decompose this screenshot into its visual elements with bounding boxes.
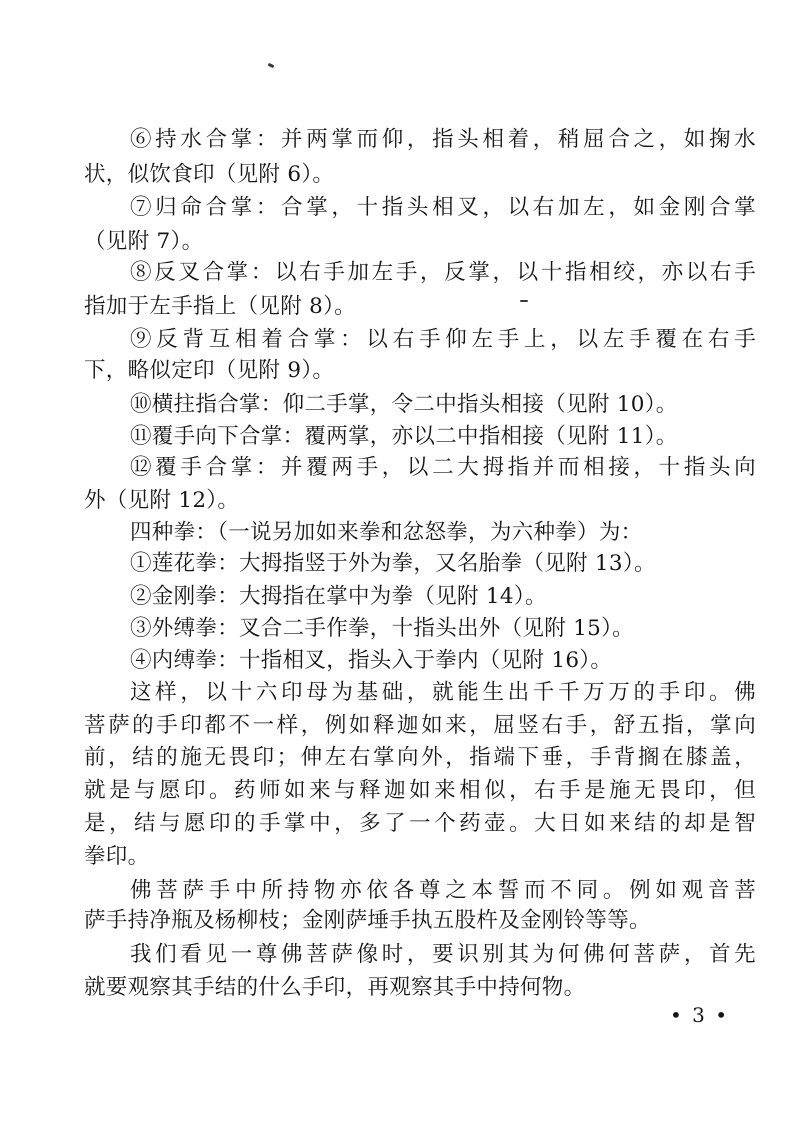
text-line: ⑦归命合掌：合掌，十指头相叉，以右加左，如金刚合掌 <box>130 195 756 220</box>
text-line: 萨手持净瓶及杨柳枝；金刚萨埵手执五股杵及金刚铃等等。 <box>84 908 651 933</box>
text-line: ⑩横拄指合掌：仰二手掌，令二中指头相接（见附 10）。 <box>130 392 678 417</box>
text-line: 外（见附 12）。 <box>84 488 240 513</box>
page-number: • 3 • <box>670 1003 730 1027</box>
text-line: 下，略似定印（见附 9）。 <box>84 358 335 383</box>
text-line: 菩萨的手印都不一样，例如释迦如来，屈竖右手，舒五指，掌向 <box>84 713 756 738</box>
text-line: 是，结与愿印的手掌中，多了一个药壶。大日如来结的却是智 <box>84 811 756 836</box>
text-line: ②金刚拳：大拇指在掌中为拳（见附 14）。 <box>130 584 547 609</box>
text-line: 状，似饮食印（见附 6）。 <box>84 162 335 187</box>
text-line: 佛菩萨手中所持物亦依各尊之本誓而不同。例如观音菩 <box>130 878 756 903</box>
text-line: ⑫覆手合掌：并覆两手，以二大拇指并而相接，十指头向 <box>130 455 756 480</box>
text-line: 四种拳：（一说另加如来拳和忿怒拳，为六种拳）为： <box>130 520 643 545</box>
text-line: （见附 7）。 <box>84 229 204 254</box>
text-line: ④内缚拳：十指相叉，指头入于拳内（见附 16）。 <box>130 648 613 673</box>
text-line: ⑧反叉合掌：以右手加左手，反掌，以十指相绞，亦以右手 <box>130 260 756 285</box>
text-line: 我们看见一尊佛菩萨像时，要识别其为何佛何菩萨，首先 <box>130 942 756 967</box>
text-line: ⑪覆手向下合掌：覆两掌，亦以二中指相接（见附 11）。 <box>130 424 678 449</box>
text-line: ⑨反背互相着合掌：以右手仰左手上，以左手覆在右手 <box>130 327 756 352</box>
text-line: 就要观察其手结的什么手印，再观察其手中持何物。 <box>84 975 586 1000</box>
text-line: ⑥持水合掌：并两掌而仰，指头相着，稍屈合之，如掬水 <box>130 127 756 152</box>
text-line: 指加于左手指上（见附 8）。 <box>84 294 356 319</box>
text-line: 前，结的施无畏印；伸左右掌向外，指端下垂，手背搁在膝盖， <box>84 745 756 770</box>
text-line: 就是与愿印。药师如来与释迦如来相似，右手是施无畏印，但 <box>84 778 756 803</box>
text-line: ①莲花拳：大拇指竖于外为拳，又名胎拳（见附 13）。 <box>130 551 656 576</box>
text-line: 这样，以十六印母为基础，就能生出千千万万的手印。佛 <box>130 680 756 705</box>
scan-speck <box>268 63 275 68</box>
text-line: 拳印。 <box>84 844 150 869</box>
text-line: ③外缚拳：叉合二手作拳，十指头出外（见附 15）。 <box>130 616 634 641</box>
